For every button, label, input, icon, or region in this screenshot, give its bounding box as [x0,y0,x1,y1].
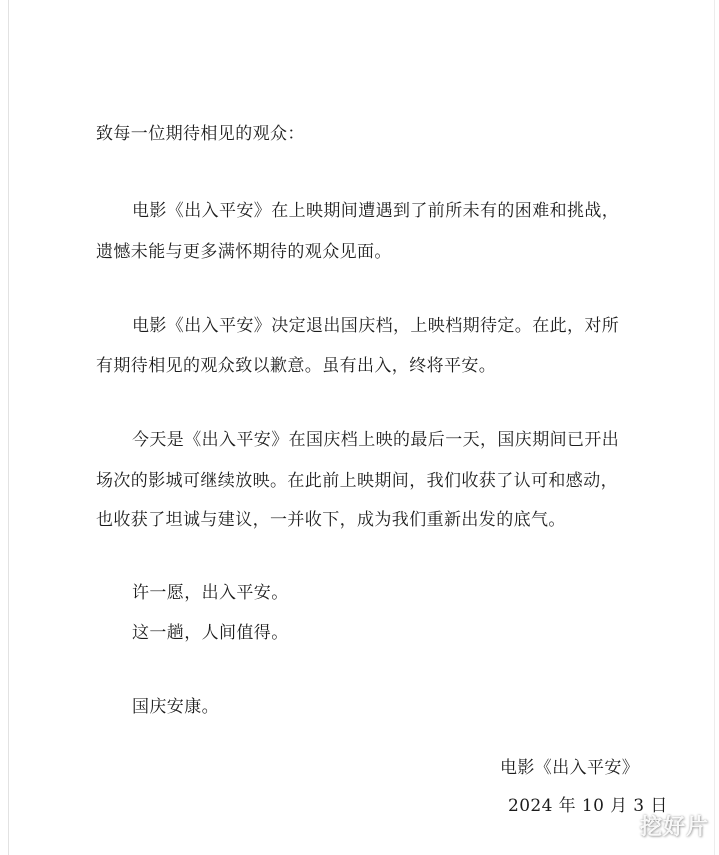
wish-line-2: 这一趟，人间值得。 [132,623,289,643]
paragraph-3-line-1: 今天是《出入平安》在国庆档上映的最后一天，国庆期间已开出 [132,430,620,450]
paragraph-2-line-2: 有期待相见的观众致以歉意。虽有出入，终将平安。 [96,356,497,376]
letter-date: 2024 年 10 月 3 日 [508,796,668,816]
paragraph-2-line-1: 电影《出入平安》决定退出国庆档，上映档期待定。在此，对所 [132,316,620,336]
page-border-right [714,0,715,855]
paragraph-1-line-1: 电影《出入平安》在上映期间遭遇到了前所未有的困难和挑战， [132,201,620,221]
salutation: 致每一位期待相见的观众： [96,124,305,144]
closing-greeting: 国庆安康。 [132,697,219,717]
paragraph-1-line-2: 遗憾未能与更多满怀期待的观众见面。 [96,242,392,262]
paragraph-3-line-3: 也收获了坦诚与建议，一并收下，成为我们重新出发的底气。 [96,510,566,530]
paragraph-3-line-2: 场次的影城可继续放映。在此前上映期间，我们收获了认可和感动， [96,471,618,491]
signature: 电影《出入平安》 [500,758,640,778]
wish-line-1: 许一愿，出入平安。 [132,583,289,603]
watermark-logo: 挖好片 [639,815,709,840]
page-border-left [8,0,9,855]
